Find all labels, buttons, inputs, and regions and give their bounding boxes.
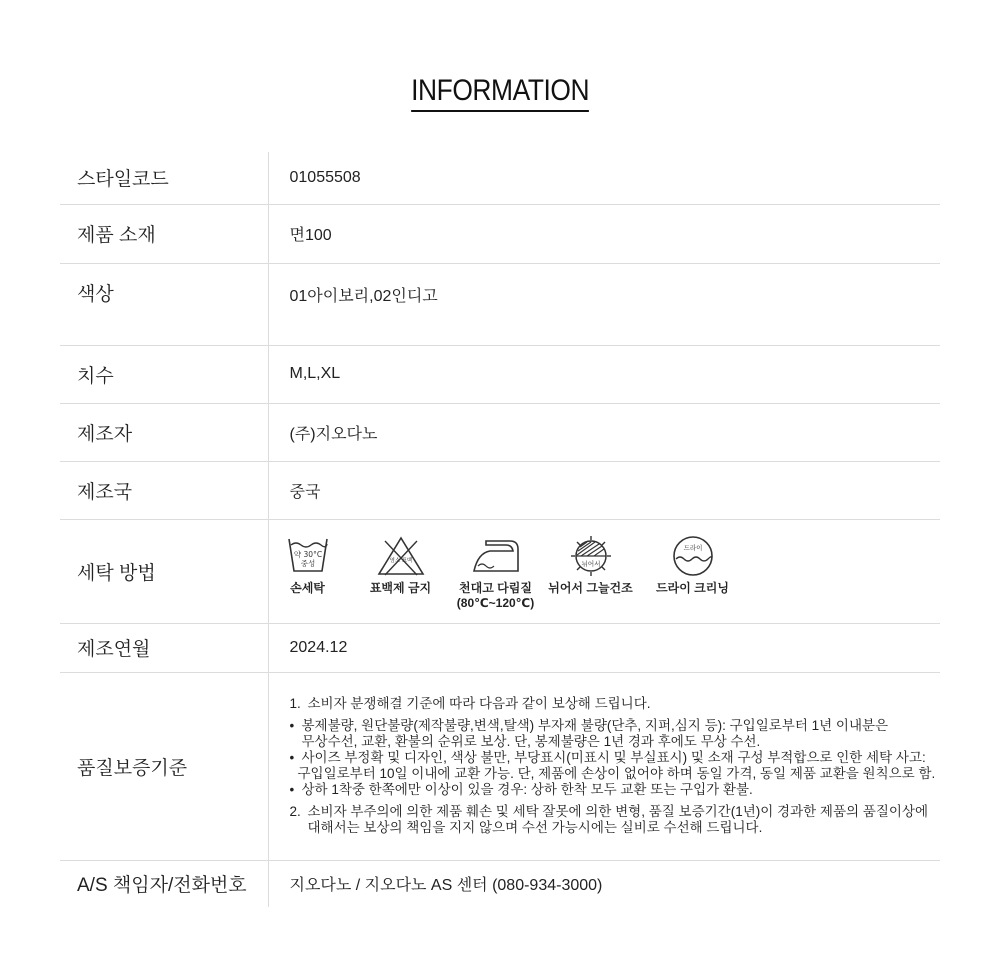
no-bleach-text-2: 표백 <box>401 557 412 564</box>
row-label-manufacturer: 제조자 <box>60 403 268 461</box>
row-label-country: 제조국 <box>60 461 268 519</box>
table-row <box>60 519 940 623</box>
quality-bullet <box>290 750 941 766</box>
wash-item-bleach <box>356 535 446 595</box>
wash-label-dry: 뉘어서 그늘건조 <box>548 580 633 595</box>
dry-clean-icon <box>670 535 716 577</box>
row-label-color: 색상 <box>60 263 268 345</box>
row-value-color: 01아이보리,02인디고 <box>268 263 940 345</box>
bullet-mark: • <box>289 782 295 797</box>
row-value-quality <box>268 672 940 860</box>
wash-label-hand: 손세탁 <box>290 580 325 595</box>
row-value-country: 중국 <box>268 461 940 519</box>
quality-bullet-3-line1: 상하 1착중 한쪽에만 이상이 있을 경우: 상하 한착 모두 교환 또는 구입가 환불. <box>301 782 753 797</box>
quality-bullet-1-line1: 봉제불량, 원단불량(제작불량,변색,탈색) 부자재 불량(단추, 지퍼,심지 등): 구입일로부터 1년 이내분은 <box>301 718 889 733</box>
table-row <box>60 345 940 403</box>
row-value-made-date: 2024.12 <box>268 623 940 672</box>
no-bleach-text-1: 염소 <box>389 557 400 564</box>
quality-bullet <box>290 718 941 734</box>
quality-item-1-num: 1. <box>289 696 301 711</box>
quality-bullet-1-line2: 무상수선, 교환, 환불의 순위로 보상. 단, 봉제불량은 1년 경과 후에도 무상 수선. <box>301 734 761 749</box>
table-row <box>60 461 940 519</box>
quality-item-2-num: 2. <box>289 804 301 819</box>
wash-sublabel-iron: (80℃~120℃) <box>456 595 535 610</box>
hand-wash-icon <box>285 535 331 577</box>
table-row <box>60 403 940 461</box>
wash-item-iron <box>446 535 546 610</box>
hand-wash-neutral: 중성 <box>300 558 315 568</box>
table-row <box>60 263 940 345</box>
row-value-material: 면100 <box>268 204 940 263</box>
quality-item-2-line2: 대해서는 보상의 책임을 지지 않으며 수선 가능시에는 실비로 수선해 드립니다. <box>307 820 763 835</box>
wash-icons <box>290 535 941 610</box>
wash-item-hand <box>272 535 344 595</box>
quality-item-2 <box>290 804 941 820</box>
quality-bullet <box>290 782 941 798</box>
row-value-manufacturer: (주)지오다노 <box>268 403 940 461</box>
table-row <box>60 860 940 907</box>
row-label-size: 치수 <box>60 345 268 403</box>
bullet-mark: • <box>289 718 295 733</box>
wash-item-dry <box>546 535 636 595</box>
bullet-mark: • <box>289 750 295 765</box>
page-title: INFORMATION <box>411 74 589 112</box>
row-value-as-contact: 지오다노 / 지오다노 AS 센터 (080-934-3000) <box>289 877 603 895</box>
hand-wash-temp: 약 30°C <box>293 549 322 559</box>
row-label-material: 제품 소재 <box>60 204 268 263</box>
row-label-quality: 품질보증기준 <box>60 672 268 860</box>
row-label-washing: 세탁 방법 <box>60 519 268 623</box>
quality-item-1 <box>290 696 941 712</box>
wash-label-dryclean: 드라이 크리닝 <box>656 580 729 595</box>
table-row <box>60 623 940 672</box>
row-value-style-code: 01055508 <box>268 152 940 204</box>
product-info-table <box>60 152 940 907</box>
shade-dry-icon <box>567 535 615 577</box>
quality-item-2-line1: 소비자 부주의에 의한 제품 훼손 및 세탁 잘못에 의한 변형, 품질 보증기간(1년)이 경과한 제품의 품질이상에 <box>307 804 928 819</box>
table-row <box>60 204 940 263</box>
shade-dry-text: 뉘어서 <box>581 559 600 568</box>
quality-bullet-2-line1: 사이즈 부정확 및 디자인, 색상 불만, 부당표시(미표시 및 부실표시) 및 소재 구성 부적합으로 인한 세탁 사고: <box>301 750 926 765</box>
dry-clean-text: 드라이 <box>683 543 702 552</box>
row-label-style-code: 스타일코드 <box>60 152 268 204</box>
row-value-size: M,L,XL <box>268 345 940 403</box>
quality-item-1-text: 소비자 분쟁해결 기준에 따라 다음과 같이 보상해 드립니다. <box>307 696 651 711</box>
iron-icon <box>466 535 526 577</box>
row-label-made-date: 제조연월 <box>60 623 268 672</box>
wash-label-bleach: 표백제 금지 <box>369 580 432 595</box>
table-row <box>60 672 940 860</box>
no-bleach-icon <box>376 535 426 577</box>
row-label-as-contact: A/S 책임자/전화번호 <box>60 860 268 907</box>
wash-label-iron: 천대고 다림질 <box>459 580 532 595</box>
wash-item-dryclean <box>648 535 738 595</box>
row-value-washing <box>268 519 940 623</box>
table-row <box>60 152 940 204</box>
quality-bullet-2-line2: 구입일로부터 10일 이내에 교환 가능. 단, 제품에 손상이 없어야 하며 동일 가격, 동일 제품 교환을 원칙으로 함. <box>297 766 936 781</box>
